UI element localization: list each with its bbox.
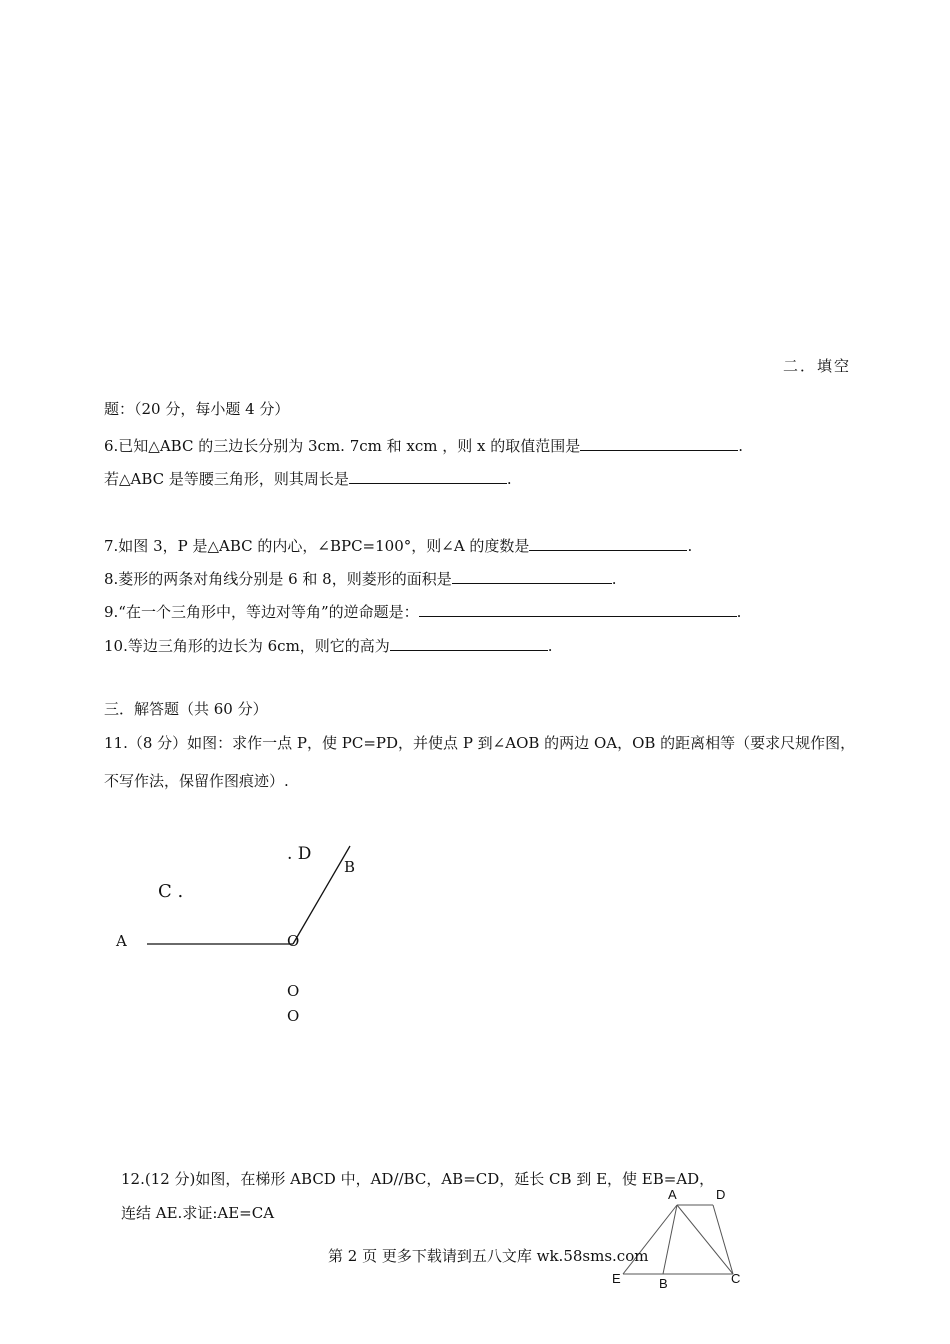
trapezoid-point-c: C	[731, 1271, 741, 1286]
point-d-label: . D	[287, 844, 312, 864]
answer-blank-6b	[349, 467, 507, 484]
trapezoid-point-d: D	[716, 1187, 726, 1202]
section-three-heading: 三．解答题（共 60 分）	[104, 700, 268, 718]
period: .	[736, 603, 742, 621]
question-10	[104, 634, 553, 656]
period: .	[687, 537, 693, 555]
question-11-line-2: 不写作法，保留作图痕迹）.	[104, 772, 289, 790]
trapezoid-point-b: B	[659, 1276, 668, 1291]
question-11-line-1: 11.（8 分）如图：求作一点 P，使 PC=PD，并使点 P 到∠AOB 的两边 OA，OB 的距离相等（要求尺规作图，	[104, 734, 856, 752]
answer-blank-7	[529, 534, 687, 551]
period: .	[547, 637, 553, 655]
period: .	[611, 570, 617, 588]
answer-blank-8	[452, 567, 612, 584]
segment-ab	[663, 1205, 677, 1274]
question-6-line-1	[104, 434, 743, 456]
question-9	[104, 600, 741, 622]
question-6-text-2: 若△ABC 是等腰三角形，则其周长是	[104, 470, 349, 488]
point-o-label: O	[287, 932, 300, 950]
answer-blank-6a	[580, 434, 738, 451]
question-10-text: 10.等边三角形的边长为 6cm，则它的高为	[104, 637, 390, 655]
answer-blank-9	[419, 600, 737, 617]
trapezoid-point-e: E	[612, 1271, 621, 1286]
trapezoid-point-a: A	[668, 1187, 677, 1202]
period: .	[738, 437, 744, 455]
question-6-text: 6.已知△ABC 的三边长分别为 3cm. 7cm 和 xcm ，则 x 的取值范围是	[104, 437, 581, 455]
page-footer: 第 2 页 更多下载请到五八文库 wk.58sms.com	[328, 1247, 649, 1265]
question-7-text: 7.如图 3，P 是△ABC 的内心，∠BPC=100°，则∠A 的度数是	[104, 537, 530, 555]
segment-dc	[713, 1205, 733, 1274]
figure-trapezoid-abcd	[600, 1190, 750, 1290]
point-c-label: C .	[158, 881, 184, 902]
section-two-heading-continued: 题：（20 分，每小题 4 分）	[104, 400, 290, 418]
question-12-line-2: 连结 AE.求证:AE=CA	[121, 1204, 275, 1222]
point-o-label-3: O	[287, 1007, 300, 1025]
answer-blank-10	[390, 634, 548, 651]
point-a-label: A	[116, 932, 127, 950]
question-7	[104, 534, 692, 556]
point-b-label: B	[344, 858, 356, 876]
question-6-line-2	[104, 467, 512, 489]
question-8	[104, 567, 617, 589]
period: .	[506, 470, 512, 488]
question-8-text: 8.菱形的两条对角线分别是 6 和 8，则菱形的面积是	[104, 570, 452, 588]
segment-ac	[677, 1205, 733, 1274]
question-12-line-1: 12.(12 分)如图，在梯形 ABCD 中，AD//BC，AB=CD，延长 CB 到 E，使 EB=AD，	[121, 1170, 715, 1188]
section-two-heading: 二．填空	[783, 357, 852, 375]
point-o-label-2: O	[287, 982, 300, 1000]
question-9-text: 9.“在一个三角形中，等边对等角”的逆命题是：	[104, 603, 419, 621]
